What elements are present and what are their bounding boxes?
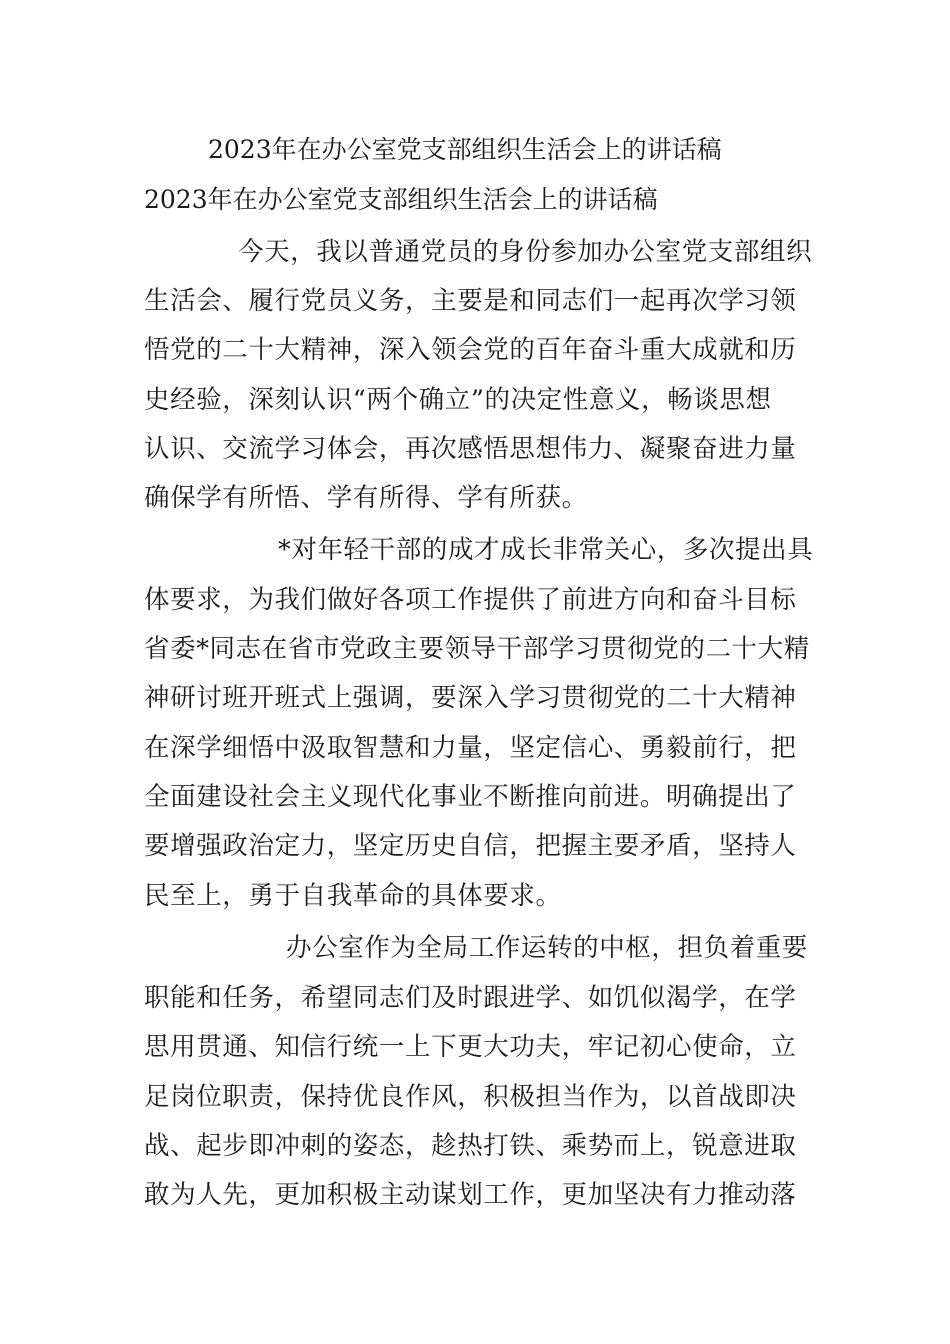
paragraph-3-line-2: 职能和任务，希望同志们及时跟进学、如饥似渴学，在学 [144, 983, 797, 1013]
document-title: 2023年在办公室党支部组织生活会上的讲话稿 [208, 135, 722, 164]
paragraph-2-line-6: 全面建设社会主义现代化事业不断推向前进。明确提出了 [144, 782, 797, 812]
paragraph-2-line-3: 省委*同志在省市党政主要领导干部学习贯彻党的二十大精 [144, 634, 810, 664]
paragraph-2-line-5: 在深学细悟中汲取智慧和力量，坚定信心、勇毅前行，把 [144, 733, 797, 763]
paragraph-1-line-3: 悟党的二十大精神，深入领会党的百年奋斗重大成就和历 [144, 335, 797, 365]
paragraph-1-line-4: 史经验，深刻认识“两个确立”的决定性意义，畅谈思想 [144, 385, 772, 415]
paragraph-2-line-7: 要增强政治定力，坚定历史自信，把握主要矛盾，坚持人 [144, 831, 797, 861]
paragraph-3-line-1: 办公室作为全局工作运转的中枢，担负着重要 [286, 933, 809, 963]
paragraph-1-line-6: 确保学有所悟、学有所得、学有所获。 [144, 483, 588, 513]
paragraph-3-line-6: 敢为人先，更加积极主动谋划工作，更加坚决有力推动落 [144, 1180, 797, 1210]
paragraph-2-line-8: 民至上，勇于自我革命的具体要求。 [144, 881, 562, 911]
paragraph-2-line-2: 体要求，为我们做好各项工作提供了前进方向和奋斗目标 [144, 585, 797, 615]
paragraph-2-line-1: *对年轻干部的成才成长非常关心，多次提出具 [278, 535, 814, 565]
paragraph-3-line-3: 思用贯通、知信行统一上下更大功夫，牢记初心使命，立 [144, 1032, 797, 1062]
paragraph-1-line-2: 生活会、履行党员义务，主要是和同志们一起再次学习领 [144, 286, 797, 316]
document-subtitle: 2023年在办公室党支部组织生活会上的讲话稿 [144, 185, 658, 214]
paragraph-3-line-5: 战、起步即冲刺的姿态，趁热打铁、乘势而上，锐意进取 [144, 1131, 797, 1161]
paragraph-3-line-4: 足岗位职责，保持优良作风，积极担当作为，以首战即决 [144, 1082, 797, 1112]
paragraph-2-line-4: 神研讨班开班式上强调，要深入学习贯彻党的二十大精神 [144, 683, 797, 713]
paragraph-1-line-5: 认识、交流学习体会，再次感悟思想伟力、凝聚奋进力量 [144, 434, 797, 464]
paragraph-1-line-1: 今天，我以普通党员的身份参加办公室党支部组织 [238, 237, 813, 267]
